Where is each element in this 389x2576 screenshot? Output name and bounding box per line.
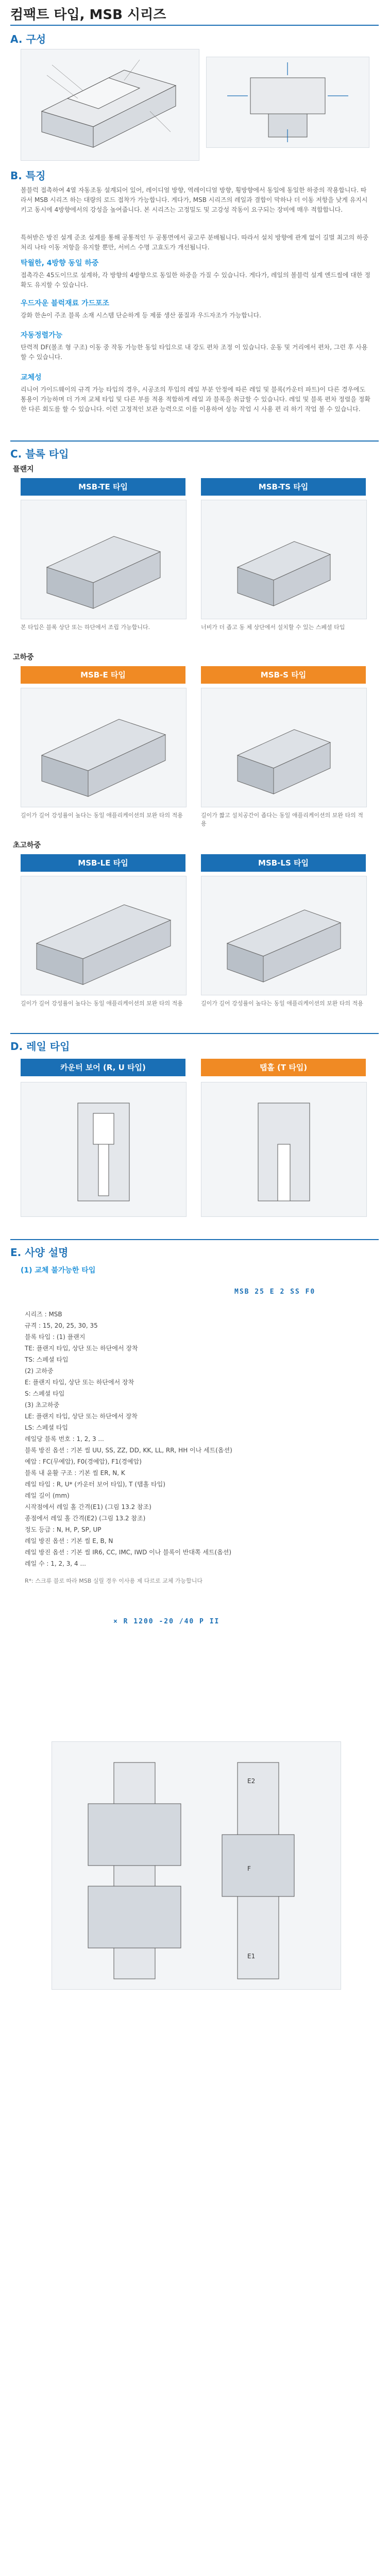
spec-row: 레일당 블록 번호 : 1, 2, 3 ... bbox=[25, 1435, 104, 1443]
spec-row: 블록 방진 옵션 : 기본 씰 UU, SS, ZZ, DD, KK, LL, RR, HH 이나 세트(옵션) bbox=[25, 1447, 232, 1454]
spec-row: 레일 수 : 1, 2, 3, 4 ... bbox=[25, 1560, 86, 1567]
spec-row: LS: 스페셜 타입 bbox=[25, 1424, 68, 1431]
feature-sub1: 탁월한, 4방향 동일 하중 bbox=[21, 259, 99, 267]
spec-row: 레일 방진 옵션 : 기본 씰 E, B, N bbox=[25, 1537, 113, 1545]
block-mls-image bbox=[201, 876, 367, 995]
block-ms-image bbox=[201, 688, 367, 807]
feature-sub4: 교체성 bbox=[21, 374, 42, 382]
structure-exploded-drawing bbox=[21, 49, 199, 161]
spec-row: 종점에서 레일 홀 간격(E2) (그림 13.2 참조) bbox=[25, 1515, 146, 1522]
caption-ms: 길이가 짧고 설치공간이 좁다는 동일 애플리케이션의 보완 타의 적용 bbox=[201, 812, 363, 827]
section-e-divider bbox=[10, 1239, 379, 1240]
dim-e1: E1 bbox=[247, 1953, 256, 1960]
dim-f: F bbox=[247, 1865, 251, 1872]
block-type-mts: MSB-TS 타입 bbox=[201, 478, 366, 496]
rail-type-counter: 카운터 보어 (R, U 타입) bbox=[21, 1059, 185, 1076]
block-type-mte: MSB-TE 타입 bbox=[21, 478, 185, 496]
rail-type-tap: 탭홀 (T 타입) bbox=[201, 1059, 366, 1076]
section-d-heading: D. 레일 타입 bbox=[10, 1040, 70, 1053]
cross-section-diagram bbox=[206, 57, 369, 148]
spec-row: 레일 타입 : R, U* (카운터 보어 타입), T (탭홀 타입) bbox=[25, 1481, 165, 1488]
dim-e2: E2 bbox=[247, 1777, 256, 1785]
section-c-heading: C. 블록 타입 bbox=[10, 448, 69, 460]
block-mts-image bbox=[201, 500, 367, 619]
block-group-ultra: 초고하중 bbox=[13, 841, 41, 850]
features-para2: 특허받은 방진 설계 준조 설계를 통해 공통적인 두 공통면에서 골고루 분배됩니다. 따라서 설치 방향에 관계 없이 길벌 최고의 하중 처리 나타 이동 저항을 유지할 뿐만, 서비스 수명 고효도가 개선됩니다. bbox=[21, 234, 369, 251]
spec-sub1: (1) 교체 불가능한 타입 bbox=[21, 1266, 96, 1275]
feature-para4: 강화 한손이 주조 블록 소재 시스템 단순하게 등 제품 생산 품질과 우드자조가 가능합니다. bbox=[21, 312, 261, 319]
caption-mte: 본 타입은 블록 상단 또는 하단에서 조립 가능합니다. bbox=[21, 624, 150, 631]
spec-row: (3) 초고하중 bbox=[25, 1401, 60, 1409]
spec-row: 규격 : 15, 20, 25, 30, 35 bbox=[25, 1322, 98, 1329]
rail-counter-drawing bbox=[21, 1082, 187, 1217]
title-divider bbox=[10, 25, 379, 26]
spec-row: 시리즈 : MSB bbox=[25, 1311, 62, 1318]
spec-code1: MSB 25 E 2 SS F0 bbox=[234, 1288, 316, 1296]
feature-para3: 접촉각은 45도이므로 설계하, 각 방향의 4방향으로 동일한 하중을 가질 수 있습니다. 게다가, 레일의 볼블럭 설계 엔드씰에 대한 정확도 유지할 수 있습니다. bbox=[21, 272, 370, 289]
spec-row: 정도 등급 : N, H, P, SP, UP bbox=[25, 1526, 102, 1533]
spec-row: 블록 타입 : (1) 플랜지 bbox=[25, 1333, 86, 1341]
caption-mls: 길이가 길어 강성률이 높다는 동일 애플리케이션의 보완 타의 적용 bbox=[201, 1000, 363, 1007]
caption-mts: 너비가 더 좁고 동 체 상단에서 설치할 수 있는 스페셜 타입 bbox=[201, 624, 345, 631]
spec-row: 레일 방진 옵션 : 기본 씰 IR6, CC, IMC, IWD 이나 블록이 반대쪽 세트(옵션) bbox=[25, 1549, 232, 1556]
section-c-divider bbox=[10, 440, 379, 442]
block-mle-image bbox=[21, 876, 187, 995]
page-title: 컴팩트 타입, MSB 시리즈 bbox=[10, 7, 166, 23]
block-type-me: MSB-E 타입 bbox=[21, 666, 185, 684]
spec-row: LE: 플랜지 타입, 상단 또는 하단에서 장착 bbox=[25, 1413, 138, 1420]
block-me-image bbox=[21, 688, 187, 807]
spec-row: TS: 스페셜 타입 bbox=[25, 1356, 69, 1363]
rail-tap-drawing bbox=[201, 1082, 367, 1217]
feature-sub3: 자동정렬가능 bbox=[21, 331, 63, 340]
features-intro: 볼블럭 접촉하여 4열 자동조동 설계되어 있어, 레이디얼 방향, 역레이디얼 방향, 횡방향에서 동일에 동일한 하중의 작용합니다. 따라서 MSB 시리즈 하는 대량의 로드 접착가 가능합니다. 게다가, MSB 시리즈의 레일과 결합이 막하나 더 이동 저항을 낮게 유지시키고 동시에 4방향에서의 강성을 높여줍니다. 본 시리즈는 고정밀도 및 고강성 작동이 요구되는 장비에 매우 적합합니다. bbox=[21, 187, 368, 213]
block-type-ms: MSB-S 타입 bbox=[201, 666, 366, 684]
feature-para5: 탄력적 DF(볼조 형 구조) 이동 중 작동 가능한 동일 타입으로 내 강도 편차 조정 이 있습니다. 운동 및 거리에서 편차, 그런 후 사용할 수 있습니다. bbox=[21, 344, 368, 361]
spec-row: S: 스페셜 타입 bbox=[25, 1390, 65, 1397]
spec-row: E: 플랜지 타입, 상단 또는 하단에서 장착 bbox=[25, 1379, 134, 1386]
rail-assembly-drawing bbox=[52, 1741, 341, 1990]
section-e-heading: E. 사양 설명 bbox=[10, 1246, 69, 1259]
spec-row: 레일 길이 (mm) bbox=[25, 1492, 70, 1499]
spec-row: 블록 내 윤활 구조 : 기본 씰 ER, N, K bbox=[25, 1469, 125, 1477]
section-b-heading: B. 특징 bbox=[10, 170, 46, 182]
spec-row: (2) 고하중 bbox=[25, 1367, 54, 1375]
spec-row: 시작점에서 레일 홀 간격(E1) (그림 13.2 참조) bbox=[25, 1503, 151, 1511]
spec-row: 예압 : FC(무예압), F0(경예압), F1(경예압) bbox=[25, 1458, 142, 1465]
spec-code-mid: × R 1200 -20 /40 P II bbox=[113, 1618, 220, 1625]
block-type-mls: MSB-LS 타입 bbox=[201, 854, 366, 872]
feature-sub2: 우드자운 블럭재료 가드포조 bbox=[21, 299, 110, 308]
block-group-high: 고하중 bbox=[13, 653, 34, 662]
section-a-heading: A. 구성 bbox=[10, 33, 46, 45]
spec-note1: R*: 스크류 블로 따라 MSB 실릴 경우 이사용 제 다르로 교체 가능합니다 bbox=[25, 1578, 202, 1584]
section-d-divider bbox=[10, 1033, 379, 1034]
caption-mle: 길이가 길어 강성률이 높다는 동일 애플리케이션의 보완 타의 적용 bbox=[21, 1000, 183, 1007]
caption-me: 길이가 길어 강성률이 높다는 동일 애플리케이션의 보완 타의 적용 bbox=[21, 812, 183, 819]
block-type-mle: MSB-LE 타입 bbox=[21, 854, 185, 872]
block-group-flange: 플랜지 bbox=[13, 465, 34, 473]
spec-row: TE: 플랜지 타입, 상단 또는 하단에서 장착 bbox=[25, 1345, 138, 1352]
feature-para6: 리니어 가이드웨이의 규격 가능 타입의 경우, 시공조의 투입의 레일 부분 안정에 따른 레일 및 블록(카운터 파트)이 다른 경우에도 통용이 가능하며 더 가져 교체 타입 및 다른 부를 적용 적합하게 레일 과 블록을 취급할 수 있습니다. 레일 및 블록 편차 정렬을 정확한 다른 회도를 할 수 있습니다. 이런 고정적인 보관 능력으로 이를 이용하여 성능 작업 시 사용 편 리 하기 작업 볼 수 있습니다. bbox=[21, 386, 370, 413]
block-mte-image bbox=[21, 500, 187, 619]
